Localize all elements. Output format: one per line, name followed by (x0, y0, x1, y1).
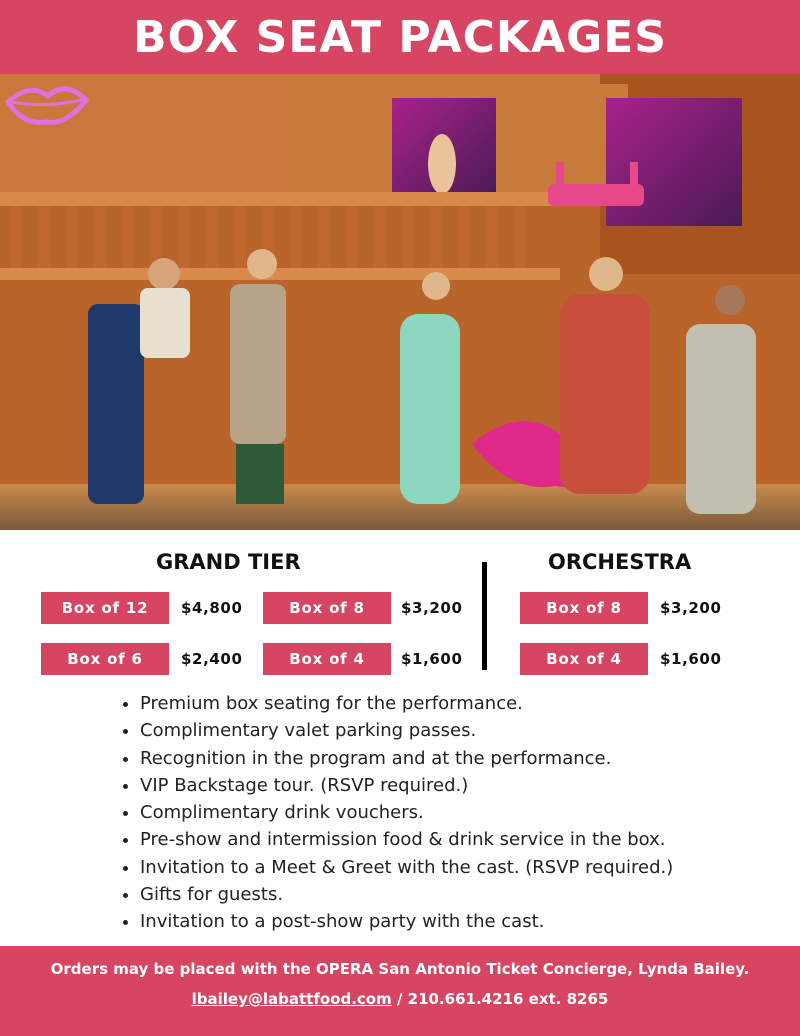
list-item: • Complimentary valet parking passes. (140, 717, 673, 744)
list-item: • Complimentary drink vouchers. (140, 799, 673, 826)
email-link[interactable]: lbailey@labattfood.com (191, 990, 392, 1008)
footer-phone: / 210.661.4216 ext. 8265 (391, 990, 609, 1008)
section-divider (482, 562, 487, 670)
grand-tier-box-of-4-price: $1,600 (401, 650, 463, 668)
orchestra-title: ORCHESTRA (548, 550, 692, 574)
grand-tier-box-of-12-price: $4,800 (181, 599, 243, 617)
grand-tier-box-of-6-price: $2,400 (181, 650, 243, 668)
footer-banner (0, 946, 800, 1036)
orchestra-box-of-8: Box of 8 (520, 592, 648, 624)
list-item: • VIP Backstage tour. (RSVP required.) (140, 772, 673, 799)
grand-tier-box-of-12: Box of 12 (41, 592, 169, 624)
grand-tier-box-of-8: Box of 8 (263, 592, 391, 624)
list-item: • Pre-show and intermission food & drink service in the box. (140, 826, 673, 853)
grand-tier-box-of-6: Box of 6 (41, 643, 169, 675)
list-item: • Invitation to a Meet & Greet with the cast. (RSVP required.) (140, 854, 673, 881)
orchestra-box-of-4: Box of 4 (520, 643, 648, 675)
list-item: • Recognition in the program and at the performance. (140, 745, 673, 772)
page-title: BOX SEAT PACKAGES (133, 11, 667, 63)
grand-tier-box-of-4: Box of 4 (263, 643, 391, 675)
list-item: • Gifts for guests. (140, 881, 673, 908)
header-banner (0, 0, 800, 74)
orchestra-box-of-8-price: $3,200 (660, 599, 722, 617)
grand-tier-box-of-8-price: $3,200 (401, 599, 463, 617)
stage-photo (0, 74, 800, 530)
orchestra-box-of-4-price: $1,600 (660, 650, 722, 668)
grand-tier-title: GRAND TIER (156, 550, 301, 574)
footer-order-info: Orders may be placed with the OPERA San Antonio Ticket Concierge, Lynda Bailey. (50, 960, 750, 978)
list-item: • Invitation to a post-show party with the cast. (140, 908, 673, 935)
list-item: • Premium box seating for the performance. (140, 690, 673, 717)
stage-scene-illustration (0, 74, 800, 530)
benefits-list (120, 690, 673, 936)
footer-contact (0, 990, 800, 1008)
